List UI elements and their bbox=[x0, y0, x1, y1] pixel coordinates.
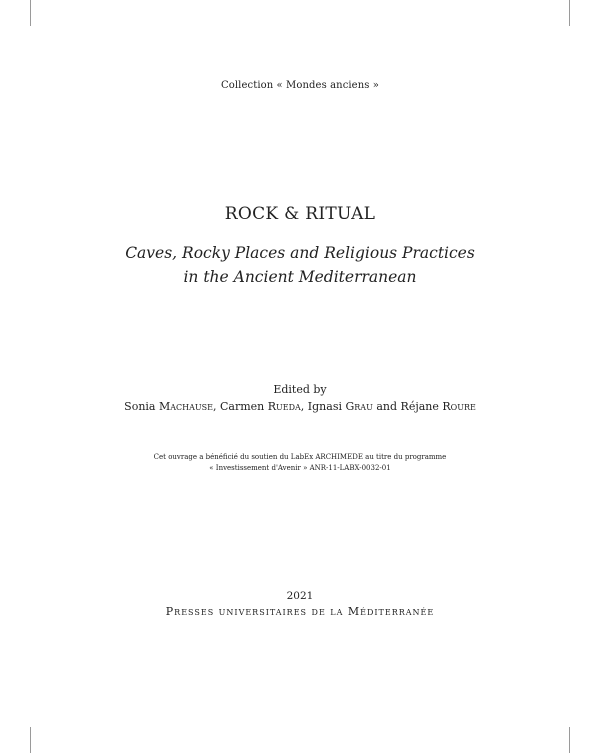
funding-line-1: Cet ouvrage a bénéficié du soutien du LabEx ARCHIMEDE au titre du programme bbox=[153, 453, 447, 461]
subtitle-line-2: in the Ancient Mediterranean bbox=[183, 268, 417, 286]
editor-first-name: Réjane bbox=[400, 400, 439, 413]
funding-line-2: « Investissement d'Avenir » ANR-11-LABX-0032-01 bbox=[209, 464, 391, 472]
crop-mark-top-left bbox=[30, 0, 31, 26]
crop-mark-bottom-right bbox=[569, 727, 570, 753]
crop-mark-top-right bbox=[569, 0, 570, 26]
editors-list bbox=[0, 400, 600, 413]
editor-last-name: Machause bbox=[158, 400, 213, 413]
editor-4 bbox=[401, 400, 476, 413]
editor-last-name: Grau bbox=[345, 400, 373, 413]
subtitle-line-1: Caves, Rocky Places and Religious Practices bbox=[125, 244, 475, 262]
editor-separator: , bbox=[300, 400, 308, 413]
publisher-name: Presses universitaires de la Méditerranée bbox=[165, 605, 435, 618]
editor-first-name: Sonia bbox=[124, 400, 156, 413]
editor-separator: and bbox=[372, 400, 401, 413]
publication-year: 2021 bbox=[286, 590, 314, 602]
editor-first-name: Carmen bbox=[219, 400, 265, 413]
collection-name: Collection « Mondes anciens » bbox=[221, 80, 379, 91]
editor-2 bbox=[220, 400, 301, 413]
editor-separator: , bbox=[212, 400, 220, 413]
book-subtitle bbox=[0, 241, 600, 289]
editor-1 bbox=[124, 400, 213, 413]
editor-last-name: Rueda bbox=[267, 400, 301, 413]
crop-mark-bottom-left bbox=[30, 727, 31, 753]
editor-first-name: Ignasi bbox=[307, 400, 342, 413]
funding-notice bbox=[0, 452, 600, 474]
book-title: ROCK & RITUAL bbox=[224, 204, 376, 224]
editor-3 bbox=[308, 400, 373, 413]
edited-by-label: Edited by bbox=[273, 383, 327, 396]
editor-last-name: Roure bbox=[442, 400, 476, 413]
